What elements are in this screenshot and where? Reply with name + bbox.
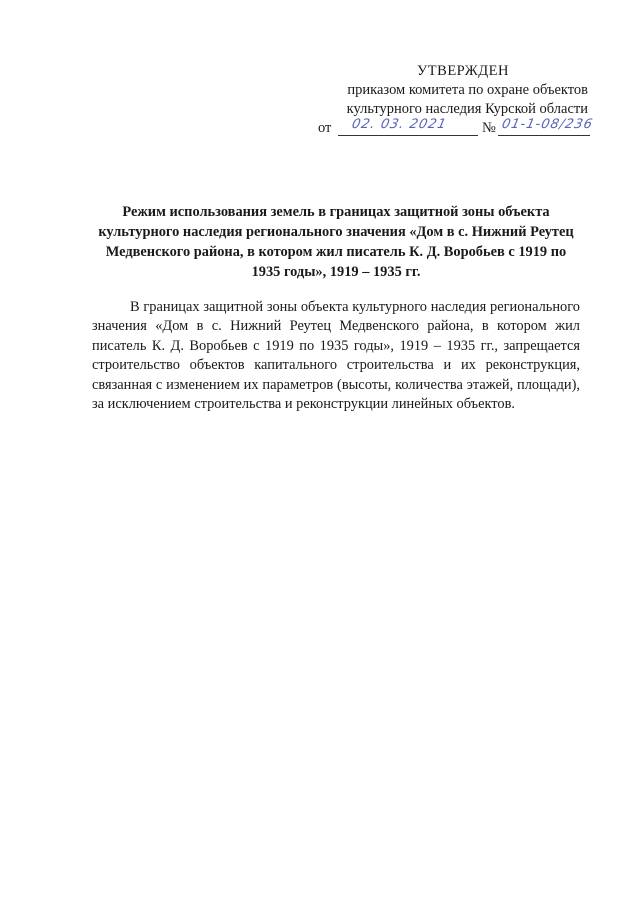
approval-line-2: культурного наследия Курской области bbox=[346, 101, 588, 117]
approval-line-1: приказом комитета по охране объектов bbox=[347, 82, 588, 98]
number-label: № bbox=[482, 120, 496, 136]
date-handwritten: 02. 03. 2021 bbox=[350, 117, 449, 132]
document-heading: Режим использования земель в границах защитной зоны объекта культурного наследия регионального значения «Дом в с. Нижний Реутец Медвенского района, в котором жил писатель К. Д. Воробьев с 1919 по 1935 годы», 1919 – 1935 гг. bbox=[98, 204, 574, 280]
number-handwritten: 01-1-08/236 bbox=[500, 117, 595, 132]
approval-block bbox=[312, 62, 595, 139]
document-body-paragraph: В границах защитной зоны объекта культурного наследия регионального значения «Дом в с. Нижний Реутец Медвенского района, в котором жил писатель К. Д. Воробьев с 1919 по 1935 годы», 1919 – 1935 гг., запрещается строительство объектов капитального строительства и их реконструкция, связанная с изменением их параметров (высоты, количества этажей, площади), за исключением строительства и реконструкции линейных объектов. bbox=[92, 299, 580, 413]
approval-date-number-row bbox=[312, 117, 595, 139]
date-label: от bbox=[318, 120, 332, 136]
approval-title: УТВЕРЖДЕН bbox=[417, 63, 509, 79]
